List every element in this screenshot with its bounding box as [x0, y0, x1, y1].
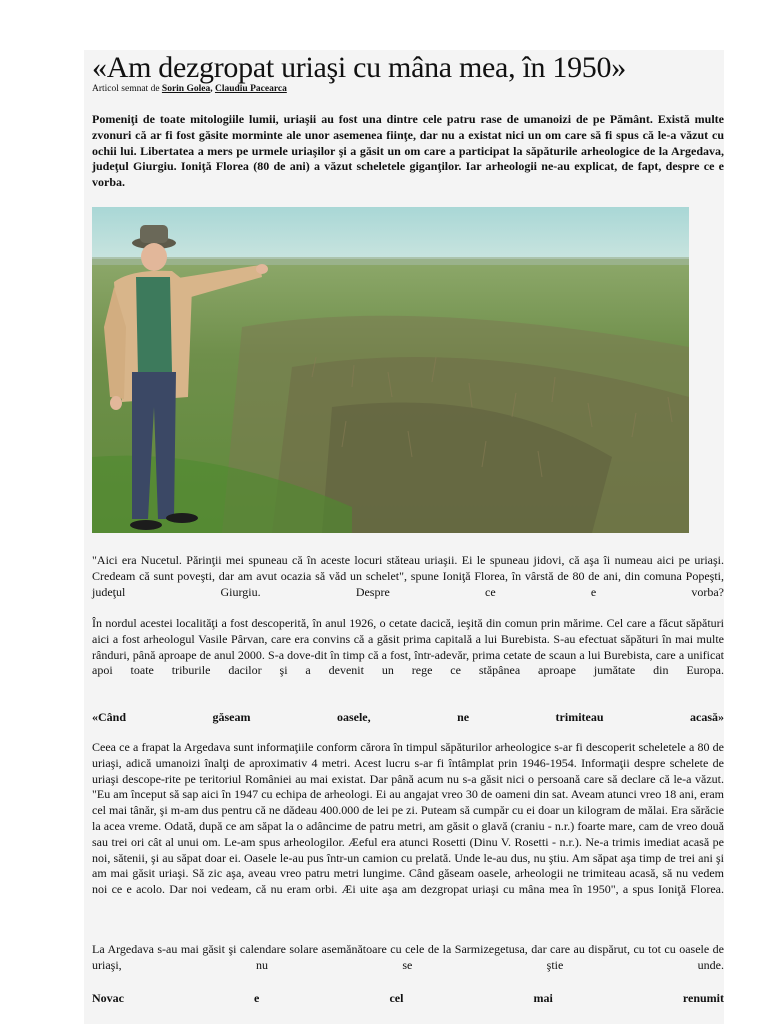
- author-link-1[interactable]: Sorin Golea: [161, 84, 211, 94]
- article-photo: [92, 207, 689, 533]
- subheading-1: «Când găseam oasele, ne trimiteau acasă»: [92, 710, 724, 724]
- article-title: «Am dezgropat uriaşi cu mâna mea, în 1950»: [92, 51, 626, 84]
- author-separator: ,: [210, 84, 213, 94]
- paragraph-2: În nordul acestei localităţi a fost descoperită, în anul 1926, o cetate dacică, ieşită din comun prin mărime. Cel care a făcut săpături aici a fost arheologul Vasile Pârvan, care era convins că a găsit prima capitală a lui Burebista. S-au efectuat săpături în mai multe rânduri, până aproape de anul 2000. S-a dove-dit în timp că a fost, într-adevăr, prima cetate de scaun a lui Burebista, care a unificat apoi toate triburile dacilor şi a devenit un rege ce stăpânea aproape jumătate din Europa.: [92, 616, 724, 678]
- article-byline: [92, 83, 724, 95]
- author-link-2[interactable]: Claudiu Pacearca: [214, 84, 287, 94]
- subheading-2: Novac e cel mai renumit: [92, 991, 724, 1005]
- photo-old-man-pointing-at-field-icon: [92, 207, 689, 533]
- byline-prefix: Articol semnat de: [92, 84, 160, 94]
- paragraph-4: La Argedava s-au mai găsit şi calendare solare asemănătoare cu cele de la Sarmizegetusa, dar care au dispărut, cu tot cu oasele de uriaşi, nu se ştie unde.: [92, 942, 724, 972]
- article-lead: Pomeniţi de toate mitologiile lumii, uriaşii au fost una dintre cele patru rase de umanoizi de pe Pământ. Există multe zvonuri că ar fi fost găsite morminte ale unor asemenea fiinţe, dar nu a existat nici un om care să fi spus că le-a văzut cu ochii lui. Libertatea a mers pe urmele uriaşilor şi a găsit un om care a participat la săpăturile arheologice de la Argedava, judeţul Giurgiu. Ioniţă Florea (80 de ani) a văzut scheletele giganţilor. Iar arheologii ne-au explicat, de fapt, despre ce e vorba.: [92, 112, 724, 190]
- paragraph-1: "Aici era Nucetul. Părinţii mei spuneau că în aceste locuri stăteau uriaşii. Ei le spuneau jidovi, că aşa îi numeau aici pe uriaşi. Credeam că sunt poveşti, dar am avut ocazia să văd un schelet", spune Ioniţă Florea, în vârstă de 80 de ani, din comuna Popeşti, judeţul Giurgiu. Despre ce e vorba?: [92, 553, 724, 599]
- paragraph-3: Ceea ce a frapat la Argedava sunt informaţiile conform cărora în timpul săpăturilor arheologice s-ar fi descoperit scheletele a 80 de uriaşi, adică umanoizi înalţi de aproximativ 4 metri. Acest lucru s-ar fi întâmplat prin 1946-1954. Informaţii despre schelete de uriaşi descope-rite pe teritoriul României au mai existat. Dar până acum nu s-a găsit nici o persoană care să declare că le-a văzut. "Eu am început să sap aici în 1947 cu echipa de arheologi. Ei au angajat vreo 30 de oameni din sat. Aveam atunci vreo 18 ani, eram cel mai tânăr, şi m-am dus pentru că ne dădeau 400.000 de lei pe zi. Puteam să cumpăr cu ei doar un kilogram de mălai. Era sărăcie la acea vreme. Odată, după ce am săpat la o adâncime de patru metri, am găsit o glavă (craniu - n.r.) foarte mare, cam de vreo două sau trei ori cât al unui om. Le-am spus arheologilor. Æeful era atunci Rosetti (Dinu V. Rosetti - n.r.). Ne-a trimis imediat acasă pe noi, sătenii, şi au săpat doar ei. Oasele le-au pus într-un camion cu prelată. Unde le-au dus, nu ştiu. Am săpat aşa timp de trei ani şi am mai găsit uriaşi. Să zic aşa, aveau vreo patru metri lungime. Când găseam oasele, arheologii ne trimiteau acasă, să nu vedem noi ce e acolo. Dar noi vedeam, că nu eram orbi. Æi uite aşa am dezgropat uriaşi cu mâna mea în 1950", a spus Ioniţă Florea.: [92, 740, 724, 897]
